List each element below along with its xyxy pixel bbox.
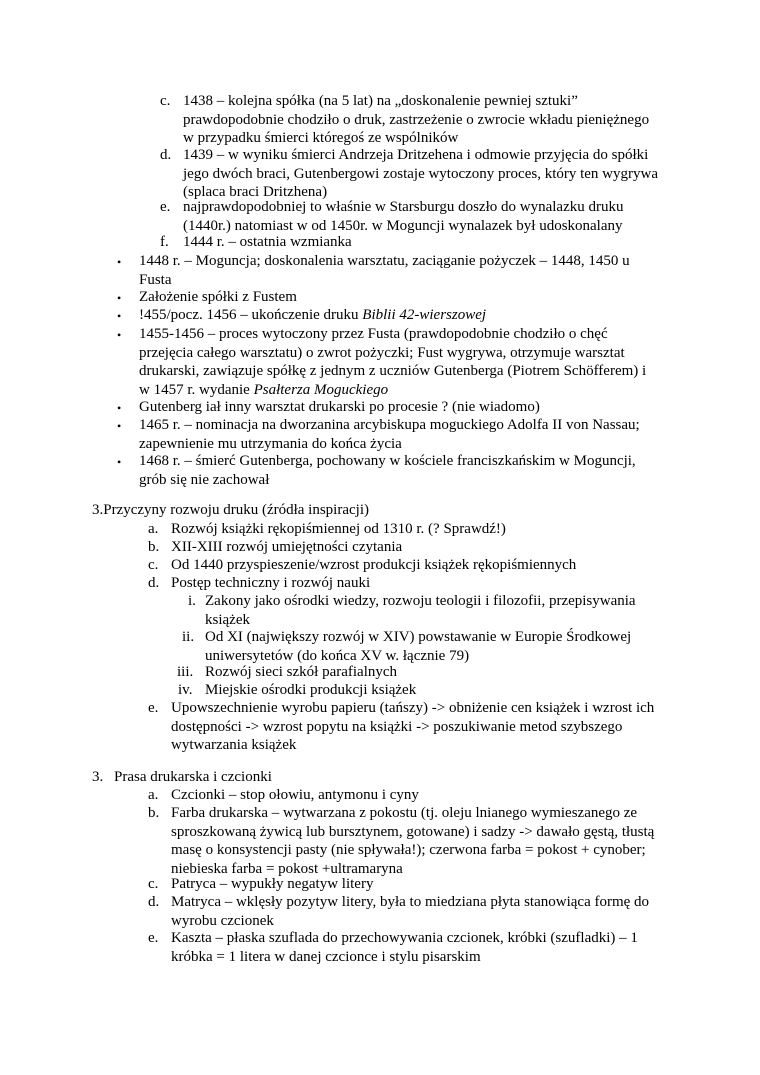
- text-line: wytwarzania książek: [171, 737, 297, 754]
- bullet-item: [117, 288, 297, 307]
- text-line: [139, 306, 486, 325]
- bullet-item: [117, 252, 630, 289]
- text-segment: w 1457 r. wydanie: [139, 381, 254, 398]
- text-line: XII-XIII rozwój umiejętności czytania: [171, 539, 403, 555]
- text-line: Gutenberg iał inny warsztat drukarski po procesie ? (nie wiadomo): [139, 399, 540, 415]
- list-item-d: [148, 893, 650, 930]
- list-item-d-iii: [177, 663, 398, 682]
- text-line: (splaca braci Dritzhena): [183, 184, 328, 201]
- list-marker: a.: [148, 787, 159, 803]
- text-line: Upowszechnienie wyrobu papieru (tańszy) -> obniżenie cen książek i wzrost ich: [171, 700, 655, 716]
- bullet-item: [117, 398, 540, 417]
- text-line: Kaszta – płaska szuflada do przechowywania czcionek, króbki (szufladki) – 1: [171, 930, 638, 946]
- list-item-c: [148, 556, 577, 575]
- list-marker: f.: [160, 234, 169, 250]
- text-line: Od 1440 przyspieszenie/wzrost produkcji książek rękopiśmiennych: [171, 557, 577, 573]
- text-line: 1455-1456 – proces wytoczony przez Fusta (prawdopodobnie chodziło o chęć: [139, 326, 608, 342]
- text-line: sproszkowaną żywicą lub bursztynem, gotowane) i sadzy -> dawało gęstą, tłustą: [171, 823, 655, 840]
- section-number: 3.: [92, 769, 104, 785]
- list-marker: ii.: [182, 629, 195, 645]
- bullet-icon: •: [117, 255, 122, 269]
- text-line: [139, 381, 646, 400]
- bullet-icon: •: [117, 401, 122, 415]
- list-item-d-ii: [182, 628, 632, 665]
- text-line: Postęp techniczny i rozwój nauki: [171, 575, 371, 591]
- list-item-e: [148, 699, 655, 755]
- bullet-icon: •: [117, 309, 122, 323]
- list-marker: c.: [148, 876, 159, 892]
- section-heading-causes: [92, 501, 369, 520]
- list-item-d-iv: [178, 681, 417, 700]
- text-line: prawdopodobnie chodziło o druk, zastrzeżenie o zwrocie wkładu pieniężnego: [183, 111, 650, 128]
- text-line: drukarski, zawiązuje spółkę z jednym z uczniów Gutenberga (Piotrem Schöfferem) i: [139, 363, 647, 380]
- text-line: masę o konsystencji pasty (nie spływała!); czerwona farba = pokost + cynober;: [171, 842, 646, 859]
- text-line: niebieska farba = pokost +ultramaryna: [171, 860, 403, 877]
- text-line: przejęcia całego warsztatu) o zwrot pożyczki; Fust wygrywa, otrzymuje warsztat: [139, 344, 625, 361]
- list-item-a: [148, 786, 419, 805]
- list-marker: d.: [148, 894, 160, 910]
- list-item-d: [148, 574, 371, 593]
- list-item-e: [148, 929, 638, 966]
- text-line: Patryca – wypukły negatyw litery: [171, 876, 374, 892]
- list-marker: a.: [148, 521, 159, 537]
- list-marker: c.: [148, 557, 159, 573]
- bullet-icon: •: [117, 419, 122, 433]
- section-heading-press: [92, 768, 272, 787]
- text-line: uniwersytetów (do końca XV w. łącznie 79): [205, 647, 470, 664]
- text-line: w przypadku śmierci któregoś ze wspólników: [183, 130, 459, 147]
- bullet-item: [117, 306, 487, 325]
- text-line: 1465 r. – nominacja na dworzanina arcybiskupa moguckiego Adolfa II von Nassau;: [139, 417, 640, 433]
- text-line: najprawdopodobniej to właśnie w Starsburgu doszło do wynalazku druku: [183, 199, 624, 215]
- list-marker: d.: [148, 575, 160, 591]
- text-line: jego dwóch braci, Gutenbergowi zostaje wytoczony proces, który ten wygrywa: [183, 165, 658, 182]
- text-line: Matryca – wklęsły pozytyw litery, była to miedziana płyta stanowiąca formę do: [171, 894, 650, 910]
- text-line: dostępności -> wzrost popytu na książki -> poszukiwanie metod szybszego: [171, 718, 623, 735]
- bullet-icon: •: [117, 328, 122, 342]
- text-segment: !455/pocz. 1456 – ukończenie druku: [139, 307, 363, 323]
- heading-text: 3.Przyczyny rozwoju druku (źródła inspiracji): [92, 502, 369, 518]
- list-item-f-1444: [160, 233, 352, 252]
- list-marker: i.: [188, 593, 196, 609]
- text-line: Rozwój książki rękopiśmiennej od 1310 r. (? Sprawdź!): [171, 521, 506, 537]
- list-marker: e.: [148, 700, 159, 716]
- list-marker: c.: [160, 93, 171, 109]
- text-line: Czcionki – stop ołowiu, antymonu i cyny: [171, 787, 419, 803]
- text-line: Zakony jako ośrodki wiedzy, rozwoju teologii i filozofii, przepisywania: [205, 593, 636, 609]
- list-marker: d.: [160, 147, 172, 163]
- list-item-c-1438: [160, 92, 650, 148]
- list-item-c: [148, 875, 374, 894]
- text-line: Miejskie ośrodki produkcji książek: [205, 682, 417, 698]
- text-line: Rozwój sieci szkół parafialnych: [205, 664, 398, 680]
- list-marker: b.: [148, 539, 160, 555]
- text-line: 1468 r. – śmierć Gutenberga, pochowany w kościele franciszkańskim w Moguncji,: [139, 453, 636, 469]
- text-line: 1448 r. – Moguncja; doskonalenia warsztatu, zaciąganie pożyczek – 1448, 1450 u: [139, 253, 630, 269]
- text-line: 1444 r. – ostatnia wzmianka: [183, 234, 352, 250]
- text-line: Fusta: [139, 271, 172, 288]
- text-line: Od XI (największy rozwój w XIV) powstawanie w Europie Środkowej: [205, 629, 632, 645]
- text-line: zapewnienie mu utrzymania do końca życia: [139, 435, 402, 452]
- text-line: Farba drukarska – wytwarzana z pokostu (tj. oleju lnianego wymieszanego ze: [171, 805, 638, 821]
- text-line: króbka = 1 litera w danej czcionce i stylu pisarskim: [171, 948, 481, 965]
- list-marker: iii.: [177, 664, 194, 680]
- heading-text: Prasa drukarska i czcionki: [114, 769, 272, 785]
- text-line: grób się nie zachował: [139, 471, 270, 488]
- text-line: (1440r.) natomiast w od 1450r. w Moguncji wynalazek był udoskonalany: [183, 217, 623, 234]
- list-item-a: [148, 520, 506, 539]
- list-marker: b.: [148, 805, 160, 821]
- list-marker: e.: [148, 930, 159, 946]
- text-line: 1438 – kolejna spółka (na 5 lat) na „doskonalenie pewniej sztuki”: [183, 93, 578, 109]
- list-marker: iv.: [178, 682, 193, 698]
- list-item-d-i: [188, 592, 636, 629]
- book-title-psalter: Psałterza Moguckiego: [253, 381, 389, 398]
- book-title-bible: Biblii 42-wierszowej: [362, 307, 487, 323]
- bullet-item: [117, 452, 636, 489]
- bullet-item: [117, 416, 640, 453]
- text-line: książek: [205, 611, 250, 628]
- text-line: Założenie spółki z Fustem: [139, 289, 297, 305]
- bullet-icon: •: [117, 455, 122, 469]
- list-marker: e.: [160, 199, 171, 215]
- text-line: 1439 – w wyniku śmierci Andrzeja Dritzehena i odmowie przyjęcia do spółki: [183, 147, 649, 163]
- list-item-b: [148, 804, 655, 878]
- text-line: wyrobu czcionek: [171, 912, 274, 929]
- bullet-item: [117, 325, 647, 399]
- list-item-e-strasbourg: [160, 198, 624, 235]
- list-item-b: [148, 538, 403, 557]
- bullet-icon: •: [117, 291, 122, 305]
- list-item-d-1439: [160, 146, 658, 202]
